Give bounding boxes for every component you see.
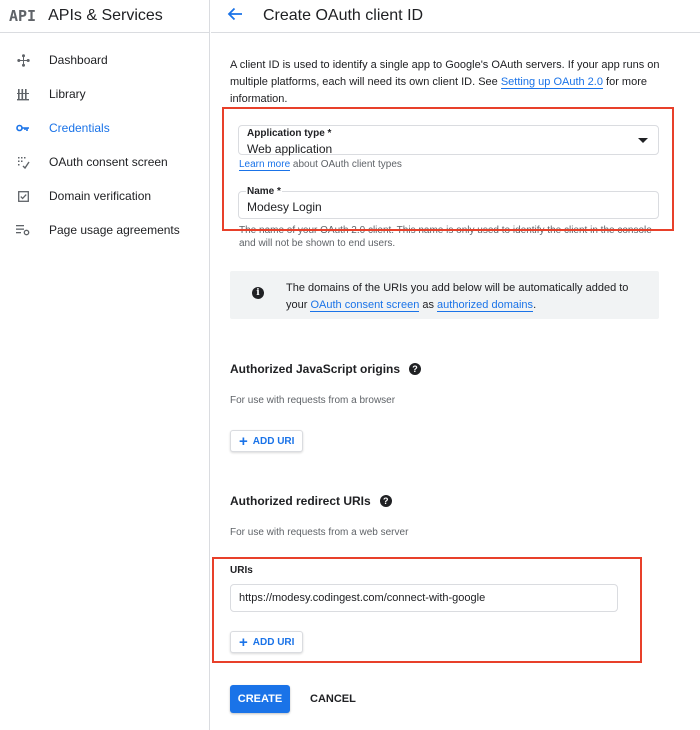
sidebar xyxy=(0,0,210,730)
authorized-domains-link[interactable]: authorized domains xyxy=(437,299,534,311)
consent-icon xyxy=(16,155,30,169)
add-js-origin-uri-button[interactable] xyxy=(230,430,303,452)
intro-text xyxy=(230,57,670,108)
helper-text: about OAuth client types xyxy=(290,159,402,170)
arrow-back-icon xyxy=(227,7,243,26)
sidebar-item-label: Dashboard xyxy=(49,53,108,67)
add-uri-label: ADD URI xyxy=(252,435,295,447)
redirect-uris-title-text: Authorized redirect URIs xyxy=(230,494,371,508)
sidebar-item-domain-verification[interactable] xyxy=(0,179,209,213)
name-value: Modesy Login xyxy=(247,200,322,214)
sidebar-item-library[interactable] xyxy=(0,77,209,111)
dashboard-icon xyxy=(16,53,30,67)
info-text-part: as xyxy=(419,299,438,311)
application-type-label: Application type * xyxy=(247,128,332,139)
name-helper: The name of your OAuth 2.0 client. This name is only used to identify the client in the console and will not be shown to end users. xyxy=(239,225,652,249)
sidebar-nav xyxy=(0,43,209,247)
sidebar-item-credentials[interactable] xyxy=(0,111,209,145)
redirect-uris-title xyxy=(230,494,392,508)
back-button[interactable] xyxy=(225,6,245,26)
help-icon[interactable]: ? xyxy=(380,495,392,507)
plus-icon: + xyxy=(239,633,248,651)
oauth-consent-screen-link[interactable]: OAuth consent screen xyxy=(310,299,420,311)
info-text xyxy=(286,280,646,314)
application-type-value: Web application xyxy=(247,142,333,156)
sidebar-item-label: Library xyxy=(49,87,86,101)
info-box xyxy=(230,271,659,319)
sidebar-item-label: Domain verification xyxy=(49,189,152,203)
info-text-part: The domains of the URIs you add below will be automatically added to your xyxy=(286,282,629,311)
brand xyxy=(0,0,209,33)
setting-up-oauth-link[interactable]: Setting up OAuth 2.0 xyxy=(500,76,603,88)
sidebar-item-page-usage[interactable] xyxy=(0,213,209,247)
sidebar-item-label: Credentials xyxy=(49,121,110,135)
highlight-box-bottom xyxy=(212,557,642,663)
api-logo: API xyxy=(9,7,37,25)
intro-text-part: A client ID is used to identify a single app to Google's OAuth servers. If your app runs on multiple platforms, each will need its own client ID. See xyxy=(230,59,660,88)
js-origins-subtitle: For use with requests from a browser xyxy=(230,395,396,406)
cancel-button[interactable]: CANCEL xyxy=(302,685,364,713)
redirect-uris-subtitle: For use with requests from a web server xyxy=(230,527,409,538)
key-icon xyxy=(16,121,30,135)
add-uri-label: ADD URI xyxy=(252,636,295,648)
sidebar-item-oauth-consent[interactable] xyxy=(0,145,209,179)
sidebar-item-label: Page usage agreements xyxy=(49,223,180,237)
settings-list-icon xyxy=(16,223,30,237)
page-header xyxy=(211,0,700,33)
sidebar-item-label: OAuth consent screen xyxy=(49,155,168,169)
js-origins-title-text: Authorized JavaScript origins xyxy=(230,362,401,376)
page-title: Create OAuth client ID xyxy=(263,7,424,24)
plus-icon: + xyxy=(239,432,248,450)
info-icon: i xyxy=(252,287,264,299)
js-origins-title xyxy=(230,362,421,376)
sidebar-item-dashboard[interactable] xyxy=(0,43,209,77)
create-button[interactable]: CREATE xyxy=(230,685,290,713)
info-text-part: . xyxy=(533,299,537,311)
name-label: Name * xyxy=(247,186,281,197)
intro-text-part: for more information. xyxy=(230,76,647,105)
highlight-box-top xyxy=(222,107,674,231)
product-title: APIs & Services xyxy=(48,7,163,24)
checkbox-icon xyxy=(16,189,30,203)
learn-more-link[interactable]: Learn more xyxy=(239,159,291,170)
help-icon[interactable]: ? xyxy=(409,363,421,375)
library-icon xyxy=(16,87,30,101)
uris-label: URIs xyxy=(230,565,253,576)
